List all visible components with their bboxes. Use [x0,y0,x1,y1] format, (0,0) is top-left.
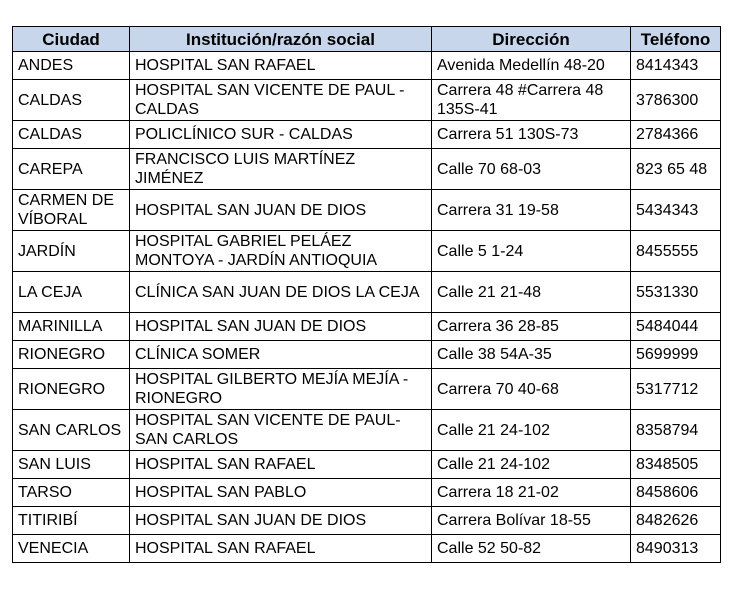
cell-telefono: 8458606 [631,479,721,507]
table-row [13,231,721,272]
cell-ciudad: TITIRIBÍ [13,507,130,535]
cell-institucion: HOSPITAL SAN JUAN DE DIOS [130,313,432,341]
table-row [13,313,721,341]
cell-ciudad: ANDES [13,52,130,80]
cell-telefono: 823 65 48 [631,149,721,190]
cell-direccion: Calle 38 54A-35 [432,341,631,369]
cell-direccion: Carrera Bolívar 18-55 [432,507,631,535]
table-row [13,507,721,535]
cell-institucion: HOSPITAL SAN RAFAEL [130,451,432,479]
cell-institucion: HOSPITAL SAN RAFAEL [130,52,432,80]
cell-institucion: HOSPITAL SAN VICENTE DE PAUL - CALDAS [130,80,432,121]
cell-institucion: HOSPITAL SAN JUAN DE DIOS [130,190,432,231]
cell-direccion: Avenida Medellín 48-20 [432,52,631,80]
cell-institucion: FRANCISCO LUIS MARTÍNEZ JIMÉNEZ [130,149,432,190]
cell-ciudad: JARDÍN [13,231,130,272]
cell-ciudad: MARINILLA [13,313,130,341]
cell-direccion: Calle 21 24-102 [432,410,631,451]
cell-ciudad: CAREPA [13,149,130,190]
table-row [13,410,721,451]
cell-ciudad: SAN LUIS [13,451,130,479]
hospital-directory [12,26,721,563]
cell-telefono: 8414343 [631,52,721,80]
cell-direccion: Carrera 70 40-68 [432,369,631,410]
cell-institucion: CLÍNICA SAN JUAN DE DIOS LA CEJA [130,272,432,313]
header-ciudad: Ciudad [13,27,130,52]
cell-direccion: Calle 5 1-24 [432,231,631,272]
cell-institucion: HOSPITAL GABRIEL PELÁEZ MONTOYA - JARDÍN ANTIOQUIA [130,231,432,272]
cell-telefono: 8482626 [631,507,721,535]
table-row [13,52,721,80]
table-row [13,190,721,231]
cell-ciudad: CARMEN DE VÍBORAL [13,190,130,231]
cell-institucion: HOSPITAL GILBERTO MEJÍA MEJÍA - RIONEGRO [130,369,432,410]
cell-institucion: HOSPITAL SAN VICENTE DE PAUL- SAN CARLOS [130,410,432,451]
hospital-table [12,26,721,563]
cell-telefono: 5699999 [631,341,721,369]
cell-ciudad: VENECIA [13,535,130,563]
cell-telefono: 5317712 [631,369,721,410]
cell-institucion: HOSPITAL SAN PABLO [130,479,432,507]
table-row [13,80,721,121]
cell-telefono: 8358794 [631,410,721,451]
cell-telefono: 8455555 [631,231,721,272]
cell-direccion: Carrera 51 130S-73 [432,121,631,149]
cell-telefono: 5484044 [631,313,721,341]
cell-ciudad: CALDAS [13,80,130,121]
header-telefono: Teléfono [631,27,721,52]
cell-direccion: Calle 21 24-102 [432,451,631,479]
cell-institucion: CLÍNICA SOMER [130,341,432,369]
cell-institucion: POLICLÍNICO SUR - CALDAS [130,121,432,149]
table-row [13,149,721,190]
cell-direccion: Calle 52 50-82 [432,535,631,563]
cell-telefono: 2784366 [631,121,721,149]
cell-ciudad: RIONEGRO [13,341,130,369]
cell-direccion: Carrera 36 28-85 [432,313,631,341]
cell-telefono: 8490313 [631,535,721,563]
cell-direccion: Carrera 18 21-02 [432,479,631,507]
cell-telefono: 5434343 [631,190,721,231]
cell-institucion: HOSPITAL SAN JUAN DE DIOS [130,507,432,535]
table-row [13,369,721,410]
cell-ciudad: SAN CARLOS [13,410,130,451]
table-row [13,341,721,369]
cell-ciudad: RIONEGRO [13,369,130,410]
cell-institucion: HOSPITAL SAN RAFAEL [130,535,432,563]
cell-direccion: Carrera 31 19-58 [432,190,631,231]
cell-ciudad: CALDAS [13,121,130,149]
table-row [13,272,721,313]
cell-ciudad: LA CEJA [13,272,130,313]
header-direccion: Dirección [432,27,631,52]
table-row [13,479,721,507]
table-row [13,451,721,479]
table-row [13,535,721,563]
cell-direccion: Calle 70 68-03 [432,149,631,190]
header-row [13,27,721,52]
header-institucion: Institución/razón social [130,27,432,52]
table-row [13,121,721,149]
cell-direccion: Calle 21 21-48 [432,272,631,313]
cell-ciudad: TARSO [13,479,130,507]
cell-direccion: Carrera 48 #Carrera 48 135S-41 [432,80,631,121]
cell-telefono: 8348505 [631,451,721,479]
cell-telefono: 3786300 [631,80,721,121]
cell-telefono: 5531330 [631,272,721,313]
